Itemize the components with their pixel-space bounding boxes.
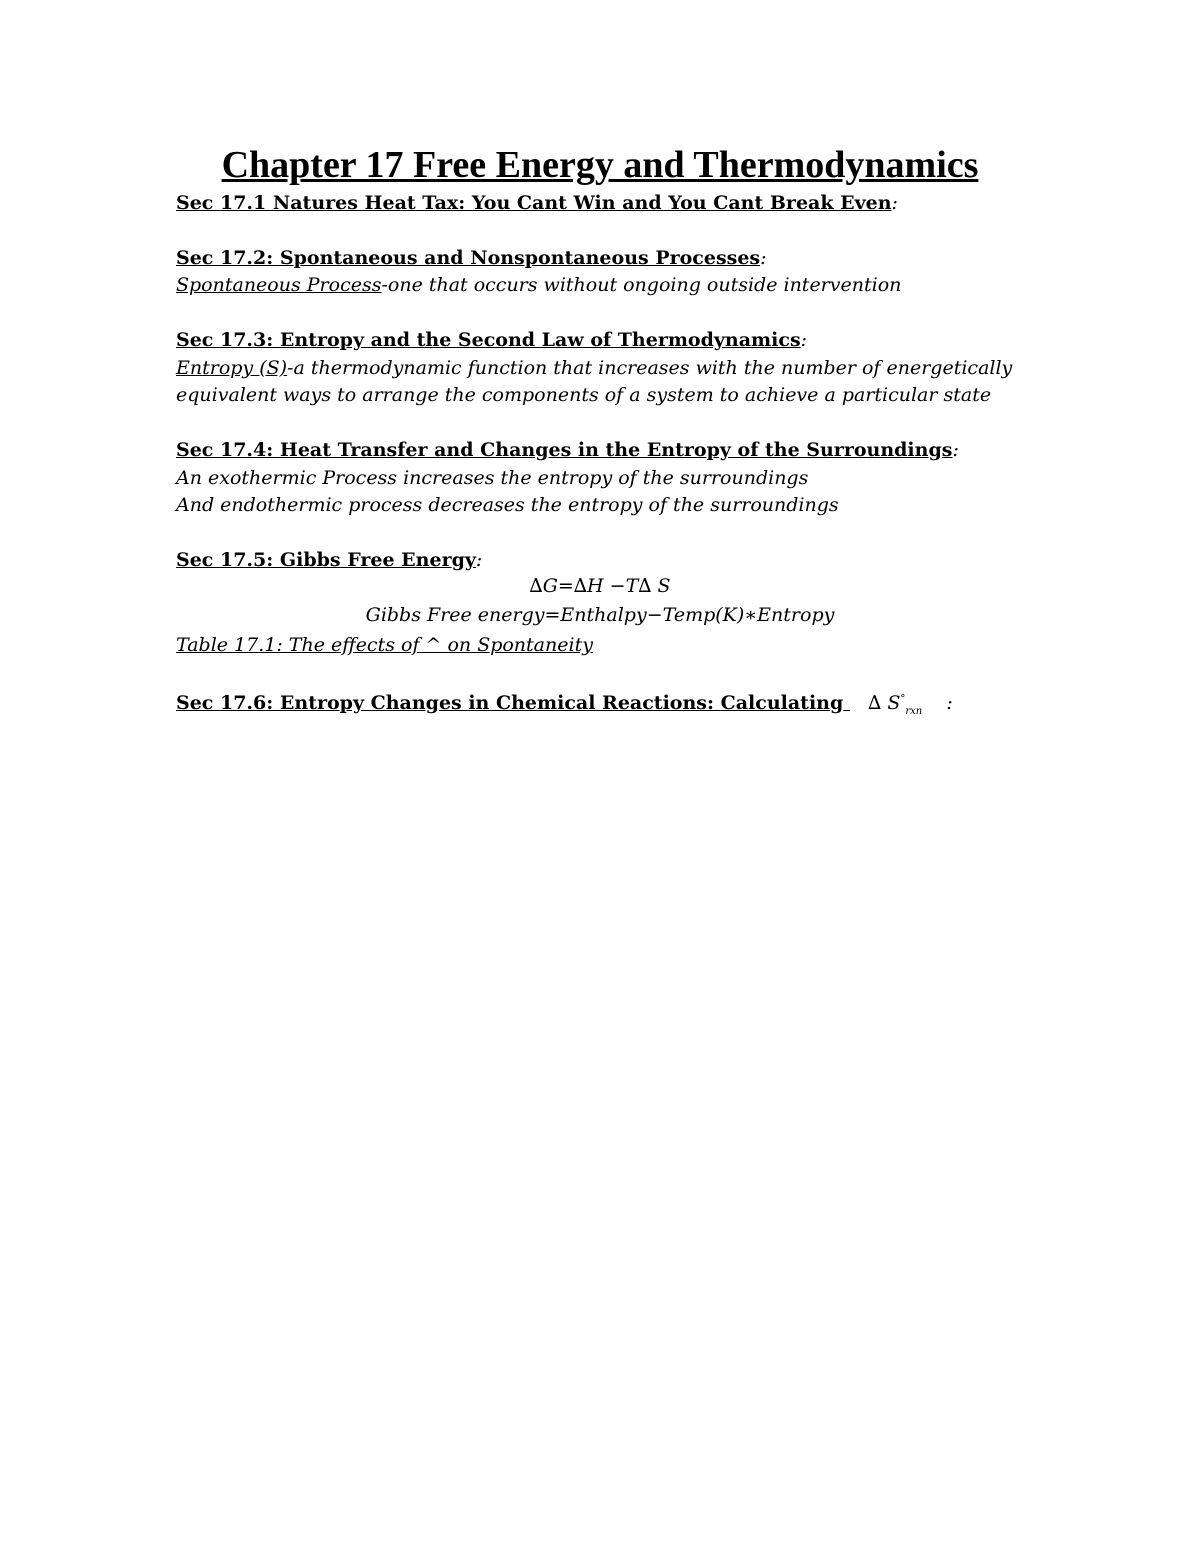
section-heading-text: Sec 17.1 Natures Heat Tax: You Cant Win and You Cant Break Even	[176, 192, 892, 214]
section-heading-text: Sec 17.4: Heat Transfer and Changes in the Entropy of the Surroundings	[176, 439, 953, 461]
section-heading-text: Sec 17.3: Entropy and the Second Law of Thermodynamics	[176, 329, 801, 351]
definition-text: -a thermodynamic function that increases with the number of energetically	[287, 357, 1013, 379]
definition-term: Entropy (S)	[176, 357, 288, 379]
delta-s-rxn-formula: ∆ $S^\circ_{rxn}$	[868, 692, 923, 717]
section-17-3-heading: Sec 17.3: Entropy and the Second Law of Thermodynamics:	[176, 329, 808, 351]
section-heading-text: Sec 17.2: Spontaneous and Nonspontaneous Processes	[176, 247, 761, 269]
section-17-2-heading: Sec 17.2: Spontaneous and Nonspontaneous Processes:	[176, 247, 767, 269]
section-heading-text: Sec 17.6: Entropy Changes in Chemical Reactions: Calculating	[176, 692, 844, 714]
spontaneous-process-definition	[176, 274, 901, 296]
entropy-definition-line-2: equivalent ways to arrange the components of a system to achieve a particular state	[176, 384, 992, 406]
section-17-6-heading: Sec 17.6: Entropy Changes in Chemical Reactions: Calculating ∆ $S^\circ_{rxn}$ :	[176, 692, 953, 717]
gibbs-equation: ∆G=∆H −T∆ S	[529, 575, 671, 597]
endothermic-statement: And endothermic process decreases the entropy of the surroundings	[176, 494, 839, 516]
page-title: Chapter 17 Free Energy and Thermodynamics	[221, 144, 979, 186]
definition-term: Spontaneous Process	[176, 274, 382, 296]
section-heading-text: Sec 17.5: Gibbs Free Energy	[176, 549, 476, 571]
exothermic-statement: An exothermic Process increases the entropy of the surroundings	[176, 467, 809, 489]
table-reference-link: Table 17.1: The effects of ^ on Spontaneity	[176, 634, 593, 656]
section-17-1-heading: Sec 17.1 Natures Heat Tax: You Cant Win and You Cant Break Even:	[176, 192, 898, 214]
entropy-definition-line-1	[176, 357, 1012, 379]
gibbs-equation-words: Gibbs Free energy=Enthalpy−Temp(K)∗Entropy	[365, 604, 835, 626]
section-17-5-heading: Sec 17.5: Gibbs Free Energy:	[176, 549, 483, 571]
section-17-4-heading: Sec 17.4: Heat Transfer and Changes in the Entropy of the Surroundings:	[176, 439, 959, 461]
definition-text: -one that occurs without ongoing outside intervention	[381, 274, 902, 296]
